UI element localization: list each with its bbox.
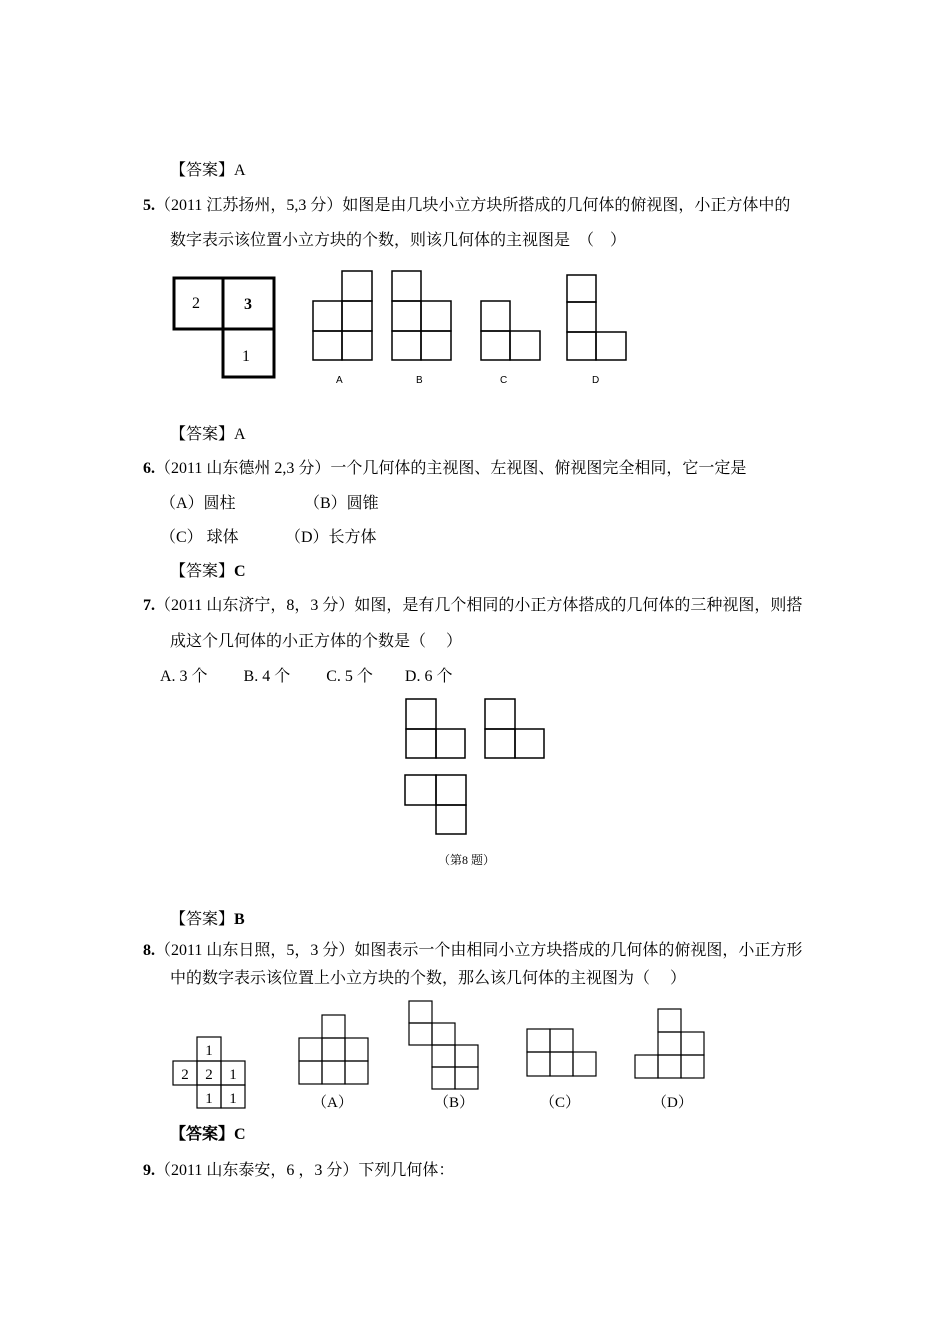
top-view-number: 3 [244,296,252,313]
grid-number: 1 [229,1067,237,1083]
question-text: （2011 山东泰安，6 ，3 分）下列几何体： [155,1162,455,1179]
q7-top-view [404,774,468,836]
q8-option-label: （D） [652,1095,693,1111]
answer-value: C [234,563,246,580]
q7-figure-caption: （第8 题） [438,853,496,867]
q5-option-label: C [500,375,508,386]
grid-number: 1 [205,1091,213,1107]
q8-top-view-figure [172,1036,248,1110]
question-number: 5. [143,197,155,214]
q8-option-b-figure [408,1000,480,1092]
q8-option-label: （B） [434,1095,475,1111]
answer-value: C [234,1126,246,1143]
grid-number: 1 [205,1043,213,1059]
question-9-line1 [143,1161,454,1181]
q5-option-label: D [592,375,600,386]
q8-option-label: （C） [540,1095,581,1111]
q5-option-a-figure [312,270,374,362]
grid-number: 2 [205,1067,213,1083]
question-8-line2: 中的数字表示该位置上小立方块的个数，那么该几何体的主视图为（ ） [170,970,687,987]
answer-label: 【答案】 [170,1126,235,1143]
answer-value: A [234,426,246,443]
answer-value: A [234,162,246,179]
question-number: 6. [143,460,155,477]
q8-option-label: （A） [312,1095,353,1111]
top-view-number: 1 [242,348,250,365]
q5-top-view-figure [172,276,278,380]
q5-option-label: B [416,375,423,386]
question-number: 7. [143,597,155,614]
question-7-line1 [143,596,802,616]
question-text: （2011 山东济宁，8，3 分）如图，是有几个相同的小正方体搭成的几何体的三种视图，则搭 [155,597,803,614]
grid-number: 2 [181,1067,189,1083]
q8-option-a-figure [298,1014,370,1086]
top-view-number: 2 [192,295,200,312]
answer-q5 [170,425,246,445]
q7-options: A. 3 个 B. 4 个 C. 5 个 D. 6 个 [160,668,453,685]
question-text: （2011 江苏扬州，5,3 分）如图是由几块小立方块所搭成的几何体的俯视图，小正方体中的 [155,197,791,214]
question-text: （2011 山东日照，5，3 分）如图表示一个由相同小立方块搭成的几何体的俯视图，小正方形 [155,942,803,959]
q7-front-view [405,698,467,760]
question-5-line1 [143,196,790,216]
q7-left-view [484,698,546,760]
answer-label: 【答案】 [170,162,235,179]
question-7-line2: 成这个几何体的小正方体的个数是（ ） [170,633,463,650]
answer-q6 [170,562,246,582]
q5-option-c-figure [480,300,542,362]
answer-label: 【答案】 [170,563,235,580]
question-number: 8. [143,942,155,959]
q5-option-d-figure [566,274,628,362]
answer-value: B [234,911,245,928]
question-text: （2011 山东德州 2,3 分）一个几何体的主视图、左视图、俯视图完全相同，它一定是 [155,460,747,477]
q8-option-d-figure [634,1008,706,1080]
q6-option-a: （A）圆柱 [160,495,236,512]
answer-q8 [170,1125,246,1145]
q8-option-c-figure [526,1028,598,1078]
question-number: 9. [143,1162,155,1179]
answer-q4 [170,161,246,181]
grid-number: 1 [229,1091,237,1107]
question-5-line2: 数字表示该位置小立方块的个数，则该几何体的主视图是 （ ） [170,232,627,249]
question-8-line1 [143,941,802,961]
q5-option-b-figure [391,270,453,362]
q6-option-d: （D）长方体 [285,529,377,546]
answer-label: 【答案】 [170,426,235,443]
q5-option-label: A [336,375,343,386]
answer-label: 【答案】 [170,911,235,928]
q6-option-b: （B）圆锥 [304,495,379,512]
q6-option-c: （C） 球体 [160,529,239,546]
question-6-line1 [143,459,746,479]
answer-q7 [170,910,245,930]
